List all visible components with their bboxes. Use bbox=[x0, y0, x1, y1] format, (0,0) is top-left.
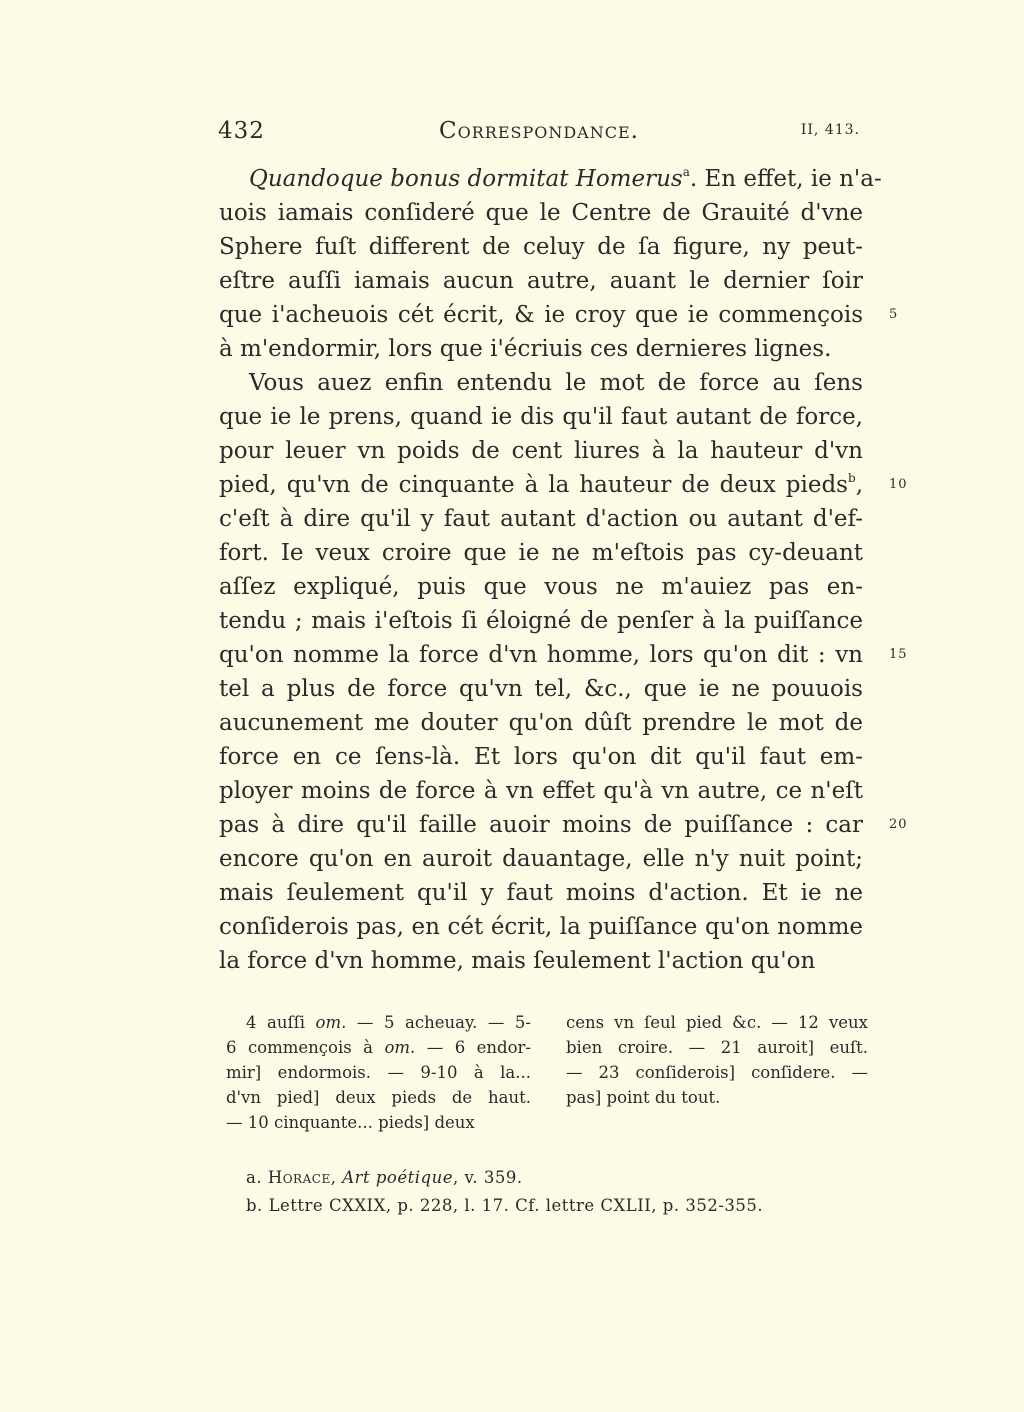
text-line bbox=[219, 808, 908, 842]
footnote-label: a. bbox=[246, 1168, 268, 1187]
text-line bbox=[219, 434, 863, 468]
line-text: à m'endormir, lors que i'écriuis ces dernieres lignes. bbox=[219, 336, 832, 362]
text-line bbox=[219, 196, 863, 230]
line-text: que i'acheuois cét écrit, & ie croy que ie commençois bbox=[219, 302, 863, 328]
text-line bbox=[219, 604, 863, 638]
line-text: Vous auez enfin entendu le mot de force au ſens bbox=[249, 370, 863, 396]
variant-text-end: — 5 acheuay. — 5- bbox=[346, 1013, 531, 1032]
variant-text: — 10 cinquante... pieds] deux bbox=[226, 1113, 475, 1132]
line-text: que ie le prens, quand ie dis qu'il faut autant de force, bbox=[219, 404, 863, 430]
line-text: pied, qu'vn de cinquante à la hauteur de deux pieds bbox=[219, 472, 848, 498]
variant-text: bien croire. — 21 auroit] euſt. bbox=[566, 1038, 868, 1057]
line-text: la force d'vn homme, mais ſeulement l'action qu'on bbox=[219, 948, 816, 974]
text-line bbox=[219, 298, 899, 332]
variant-text: pas] point du tout. bbox=[566, 1088, 721, 1107]
text-line bbox=[219, 638, 908, 672]
text-line bbox=[219, 570, 863, 604]
text-line bbox=[219, 230, 863, 264]
running-title: Correspondance. bbox=[439, 118, 639, 144]
line-number: 5 bbox=[889, 307, 899, 322]
line-text: qu'on nomme la force d'vn homme, lors qu'on dit : vn bbox=[219, 642, 863, 668]
line-text: ployer moins de force à vn effet qu'à vn autre, ce n'eſt bbox=[219, 778, 863, 804]
page-header bbox=[218, 118, 860, 152]
footnote-work-title: Art poétique bbox=[342, 1168, 453, 1187]
line-text: c'eſt à dire qu'il y faut autant d'action ou autant d'ef- bbox=[219, 506, 863, 532]
text-line bbox=[219, 944, 863, 978]
variant-line bbox=[226, 1010, 531, 1035]
text-line bbox=[219, 264, 863, 298]
variant-column-left bbox=[226, 1010, 531, 1135]
text-line bbox=[219, 162, 882, 196]
line-text: fort. Ie veux croire que ie ne m'eſtois pas cy-deuant bbox=[219, 540, 863, 566]
text-line bbox=[219, 842, 863, 876]
footnote-label: b. bbox=[246, 1196, 269, 1215]
line-number: 10 bbox=[889, 477, 908, 492]
edition-reference: II, 413. bbox=[800, 122, 860, 138]
line-text: eſtre auſſi iamais aucun autre, auant le dernier ſoir bbox=[219, 268, 863, 294]
footnotes bbox=[246, 1164, 866, 1220]
variant-line bbox=[226, 1110, 531, 1135]
variant-line bbox=[566, 1060, 868, 1085]
variant-text: mir] endormois. — 9-10 à la... bbox=[226, 1063, 531, 1082]
footnote-reference: , v. 359. bbox=[453, 1168, 523, 1187]
variant-line bbox=[566, 1010, 868, 1035]
line-number: 20 bbox=[889, 817, 908, 832]
line-text: force en ce ſens-là. Et lors qu'on dit qu'il faut em- bbox=[219, 744, 863, 770]
variant-line bbox=[226, 1060, 531, 1085]
latin-quotation: Quandoque bonus dormitat Homerus bbox=[249, 166, 683, 192]
line-text: aſſez expliqué, puis que vous ne m'auiez pas en- bbox=[219, 574, 863, 600]
footnote-author: Horace, bbox=[267, 1168, 343, 1187]
line-text-end: , bbox=[855, 472, 863, 498]
line-text: mais ſeulement qu'il y faut moins d'action. Et ie ne bbox=[219, 880, 863, 906]
footnote bbox=[246, 1192, 866, 1220]
text-line bbox=[219, 468, 908, 502]
text-line bbox=[219, 536, 863, 570]
text-line bbox=[219, 876, 863, 910]
omission-mark: om. bbox=[315, 1013, 347, 1032]
footnote bbox=[246, 1164, 866, 1192]
line-text: aucunement me douter qu'on dûſt prendre le mot de bbox=[219, 710, 863, 736]
letter-body bbox=[219, 162, 908, 978]
line-text-end: . En effet, ie n'a- bbox=[689, 166, 882, 192]
variant-line bbox=[566, 1035, 868, 1060]
text-line bbox=[219, 332, 863, 366]
variant-column-right bbox=[566, 1010, 868, 1110]
line-text: Sphere fuſt different de celuy de ſa figure, ny peut- bbox=[219, 234, 863, 260]
variant-line bbox=[226, 1085, 531, 1110]
variant-text: — 23 conſiderois] conſidere. — bbox=[566, 1063, 868, 1082]
text-line bbox=[219, 502, 863, 536]
page-number: 432 bbox=[218, 118, 265, 144]
text-line bbox=[219, 774, 863, 808]
text-line bbox=[219, 706, 863, 740]
variant-line bbox=[226, 1035, 531, 1060]
variant-text: 6 commençois à bbox=[226, 1038, 385, 1057]
line-text: tendu ; mais i'eſtois ſi éloigné de penſer à la puiſſance bbox=[219, 608, 863, 634]
omission-mark: om. bbox=[384, 1038, 416, 1057]
line-text: pour leuer vn poids de cent liures à la hauteur d'vn bbox=[219, 438, 863, 464]
text-line bbox=[219, 910, 863, 944]
text-line bbox=[219, 672, 863, 706]
text-line bbox=[219, 366, 863, 400]
footnote-marker: b bbox=[848, 471, 856, 485]
variant-line bbox=[566, 1085, 868, 1110]
variant-text: cens vn ſeul pied &c. — 12 veux bbox=[566, 1013, 868, 1032]
line-text: uois iamais conſideré que le Centre de Grauité d'vne bbox=[219, 200, 863, 226]
text-line bbox=[219, 400, 863, 434]
variant-text-end: — 6 endor- bbox=[415, 1038, 531, 1057]
line-text: conſiderois pas, en cét écrit, la puiſſance qu'on nomme bbox=[219, 914, 863, 940]
text-line bbox=[219, 740, 863, 774]
line-number: 15 bbox=[889, 647, 908, 662]
variant-text: 4 auſſi bbox=[246, 1013, 316, 1032]
footnote-marker: a bbox=[682, 165, 690, 179]
line-text: tel a plus de force qu'vn tel, &c., que ie ne pouuois bbox=[219, 676, 863, 702]
line-text: encore qu'on en auroit dauantage, elle n'y nuit point; bbox=[219, 846, 863, 872]
footnote-reference: Lettre CXXIX, p. 228, l. 17. Cf. lettre CXLII, p. 352-355. bbox=[268, 1196, 764, 1215]
variant-text: d'vn pied] deux pieds de haut. bbox=[226, 1088, 531, 1107]
line-text: pas à dire qu'il faille auoir moins de puiſſance : car bbox=[219, 812, 863, 838]
